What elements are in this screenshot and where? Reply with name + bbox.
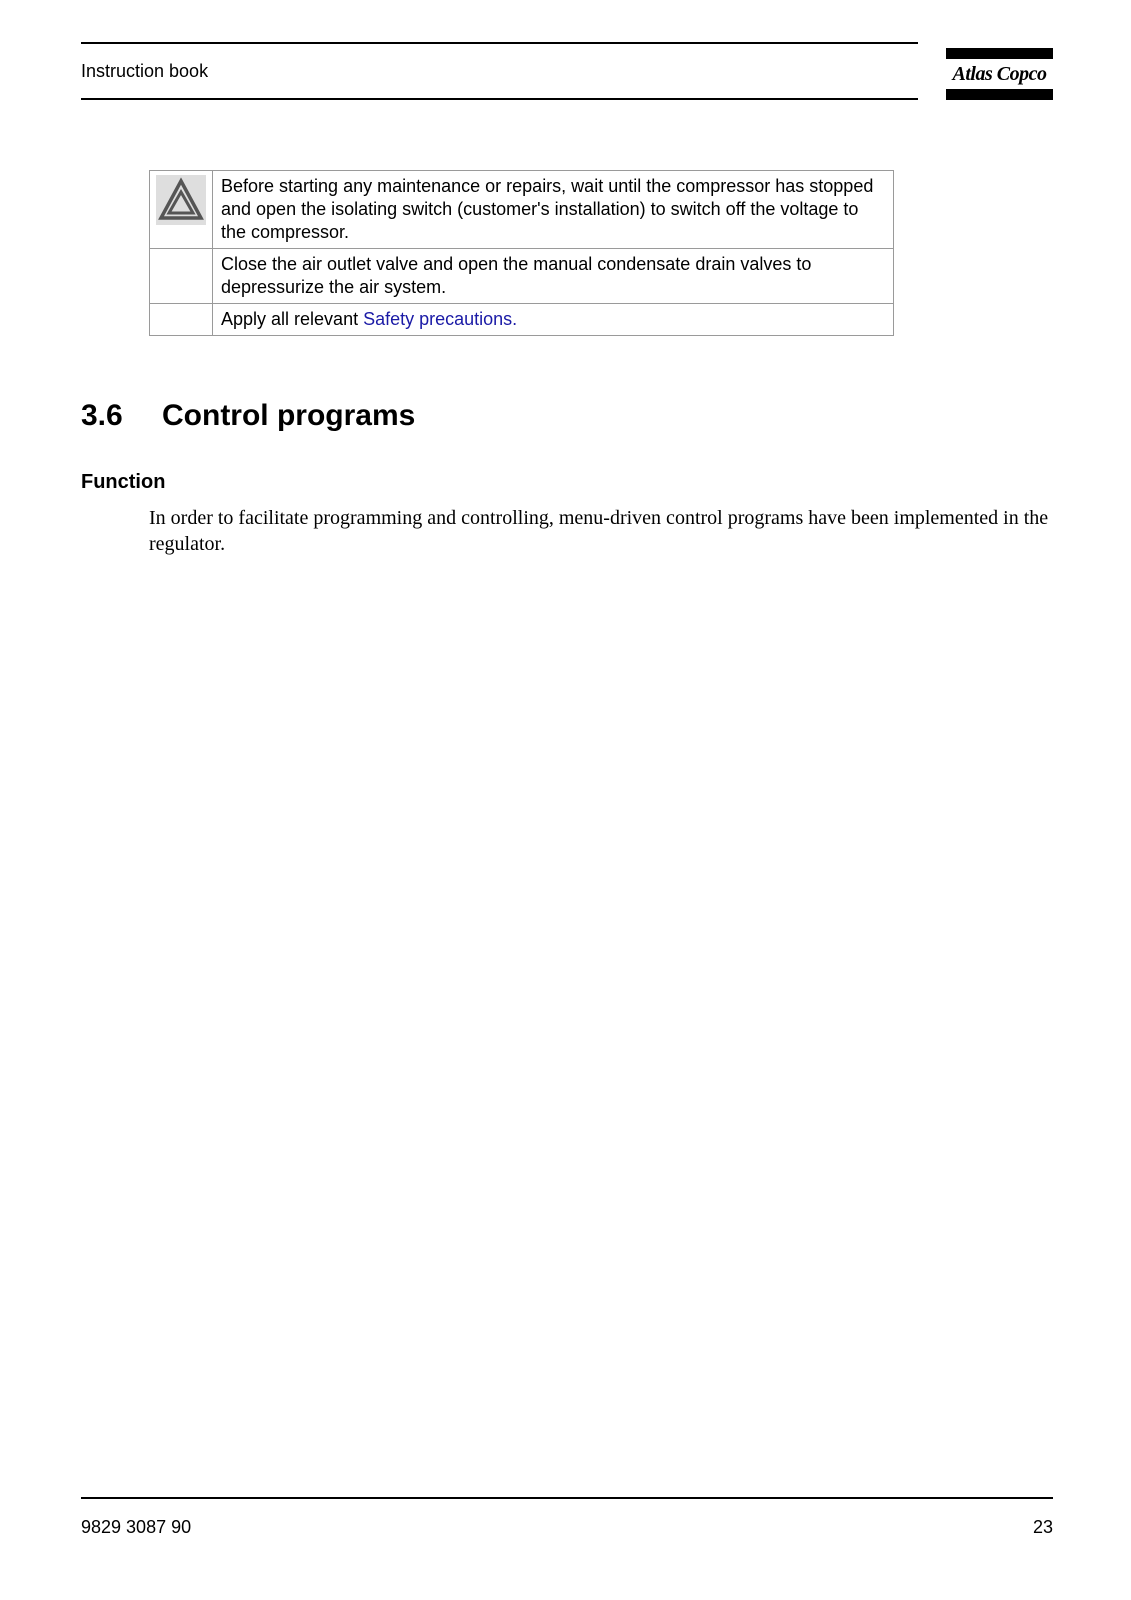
section-title: Control programs bbox=[162, 399, 416, 432]
safety-text-cell: Close the air outlet valve and open the manual condensate drain valves to depressurize the air system. bbox=[213, 249, 894, 304]
safety-text-prefix: Apply all relevant bbox=[221, 309, 364, 329]
header-title: Instruction book bbox=[81, 61, 209, 81]
logo-text: Atlas Copco bbox=[952, 63, 1047, 85]
safety-icon-cell bbox=[150, 171, 213, 249]
safety-text-cell bbox=[213, 304, 894, 336]
safety-precautions-link[interactable]: Safety precautions. bbox=[363, 309, 518, 329]
function-subheading: Function bbox=[81, 471, 166, 493]
safety-row bbox=[150, 171, 894, 249]
safety-row bbox=[150, 249, 894, 304]
header-bottom-rule bbox=[81, 98, 918, 100]
safety-icon-cell-empty bbox=[150, 304, 213, 336]
safety-table bbox=[149, 170, 894, 336]
footer-page-number: 23 bbox=[1032, 1517, 1053, 1537]
footer-rule bbox=[81, 1497, 1053, 1499]
safety-icon-cell-empty bbox=[150, 249, 213, 304]
safety-text-cell: Before starting any maintenance or repairs, wait until the compressor has stopped and open the isolating switch (customer's installation) to switch off the voltage to the compressor. bbox=[213, 171, 894, 249]
safety-row bbox=[150, 304, 894, 336]
logo-top-bar bbox=[946, 48, 1053, 59]
section-number: 3.6 bbox=[81, 399, 123, 432]
header-top-rule bbox=[81, 42, 918, 44]
footer-doc-number: 9829 3087 90 bbox=[81, 1517, 192, 1537]
warning-triangle-icon bbox=[156, 175, 206, 225]
logo-bottom-bar bbox=[946, 89, 1053, 100]
function-body-text: In order to facilitate programming and controlling, menu-driven control programs have been implemented in the regulator. bbox=[149, 507, 1049, 555]
atlas-copco-logo bbox=[946, 48, 1053, 100]
